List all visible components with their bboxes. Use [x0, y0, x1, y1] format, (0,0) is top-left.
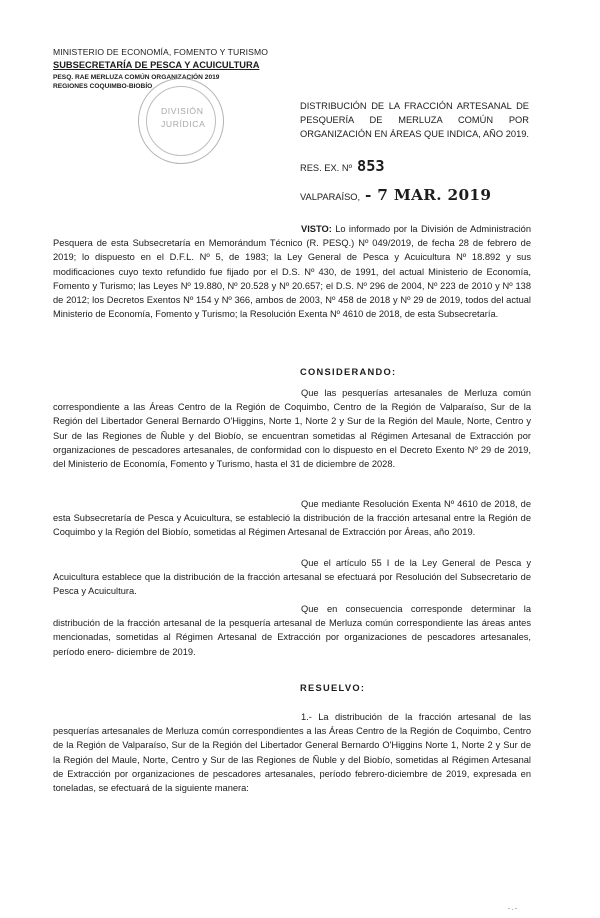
- considerando-paragraph-2: Que mediante Resolución Exenta Nº 4610 de 2018, de esta Subsecretaría de Pesca y Acuicultura, se estableció la distribución de la fracción artesanal entre la Región de Coquimbo y la Región del Biobío, sometidas al Régimen Artesanal de Extracción por Áreas, año 2019.: [53, 499, 531, 538]
- stamp-text-line-1: DIVISIÓN: [161, 106, 204, 116]
- place-label: VALPARAÍSO,: [300, 192, 361, 202]
- considerando-paragraph-4: Que en consecuencia corresponde determinar la distribución de la fracción artesanal de la pesquería artesanal de Merluza común correspondiente las áreas antes mencionadas, sometidas al Régimen Artesanal de Extracción por organizaciones de pescadores artesanales, período enero- diciembre de 2019.: [53, 604, 531, 657]
- resolution-number-label: RES. EX. Nº: [300, 163, 352, 173]
- subsecretaria-name: SUBSECRETARÍA DE PESCA Y ACUICULTURA: [53, 60, 260, 70]
- ministry-name: MINISTERIO DE ECONOMÍA, FOMENTO Y TURISMO: [53, 47, 268, 57]
- reference-line-2: REGIONES COQUIMBO-BIOBÍO: [53, 83, 153, 90]
- visto-label: VISTO:: [301, 224, 332, 234]
- visto-paragraph: [53, 222, 531, 321]
- footer-mark: - . -: [508, 906, 517, 912]
- visto-text: Lo informado por la División de Administración Pesquera de esta Subsecretaría en Memorándum Técnico (R. PESQ.) Nº 049/2019, de fecha 28 de febrero de 2019; lo dispuesto en el D.F.L. Nº 5, de 1983; la Ley General de Pesca y Acuicultura Nº 18.892 y sus modificaciones cuyo texto refundido fue fijado por el D.S. Nº 430, de 1991, del actual Ministerio de Economía, Fomento y Turismo; las Leyes Nº 19.880, Nº 20.528 y Nº 20.657; el D.S. Nº 296 de 2004, Nº 223 de 2010 y Nº 138 de 2012; los Decretos Exentos Nº 154 y Nº 366, ambos de 2003, Nº 458 de 2018 y Nº 29 de 2019, todos del actual Ministerio de Economía, Fomento y Turismo; la Resolución Exenta Nº 4610 de 2018, de esta Subsecretaría.: [53, 224, 531, 320]
- resuelvo-paragraph-1: 1.- La distribución de la fracción artesanal de las pesquerías artesanales de Merluza común correspondientes a las Áreas Centro de la Región de Coquimbo, Centro de la Región de Valparaíso, Sur de la Región del Libertador General Bernardo O'Higgins Norte 1, Norte 2 y Sur de la Región del Maule, Norte, Centro y Sur de las Regiones de Ñuble y del Biobío, sometidas al Régimen Artesanal de Extracción por organizaciones de pescadores artesanales, período febrero-diciembre de 2019, expresada en toneladas, se efectuará de la siguiente manera:: [53, 712, 531, 794]
- reference-line-1: PESQ. RAE MERLUZA COMÚN ORGANIZACIÓN 2019: [53, 74, 220, 81]
- considerando-paragraph-1: Que las pesquerías artesanales de Merluza común correspondiente a las Áreas Centro de la Región de Coquimbo, Centro de la Región de Valparaíso, Sur de la Región del Libertador General Bernardo O'Higgins, Norte 1, Norte 2 y Sur de la Región del Maule, Norte, Centro y Sur de las Regiones de Ñuble y del Biobío, se encuentran sometidas al Régimen Artesanal de Extracción por organizaciones de pescadores artesanales, de conformidad con lo dispuesto en el Decreto Exento Nº 29 de 2019, del Ministerio de Economía, Fomento y Turismo, hasta el 31 de diciembre de 2028.: [53, 388, 531, 470]
- resolution-title: DISTRIBUCIÓN DE LA FRACCIÓN ARTESANAL DE PESQUERÍA DE MERLUZA COMÚN POR ORGANIZACIÓN EN ÁREAS QUE INDICA, AÑO 2019.: [300, 101, 529, 139]
- stamp-text-line-2: JURÍDICA: [161, 119, 206, 129]
- considerando-paragraph-3: Que el artículo 55 I de la Ley General de Pesca y Acuicultura establece que la distribución de la fracción artesanal se efectuará por Resolución del Subsecretario de Pesca y Acuicultura.: [53, 558, 531, 597]
- resuelvo-heading: RESUELVO:: [300, 683, 366, 693]
- division-juridica-stamp: [138, 78, 224, 164]
- considerando-heading: CONSIDERANDO:: [300, 367, 397, 377]
- resolution-number: 853: [357, 157, 385, 175]
- resolution-date: - 7 MAR. 2019: [365, 186, 492, 204]
